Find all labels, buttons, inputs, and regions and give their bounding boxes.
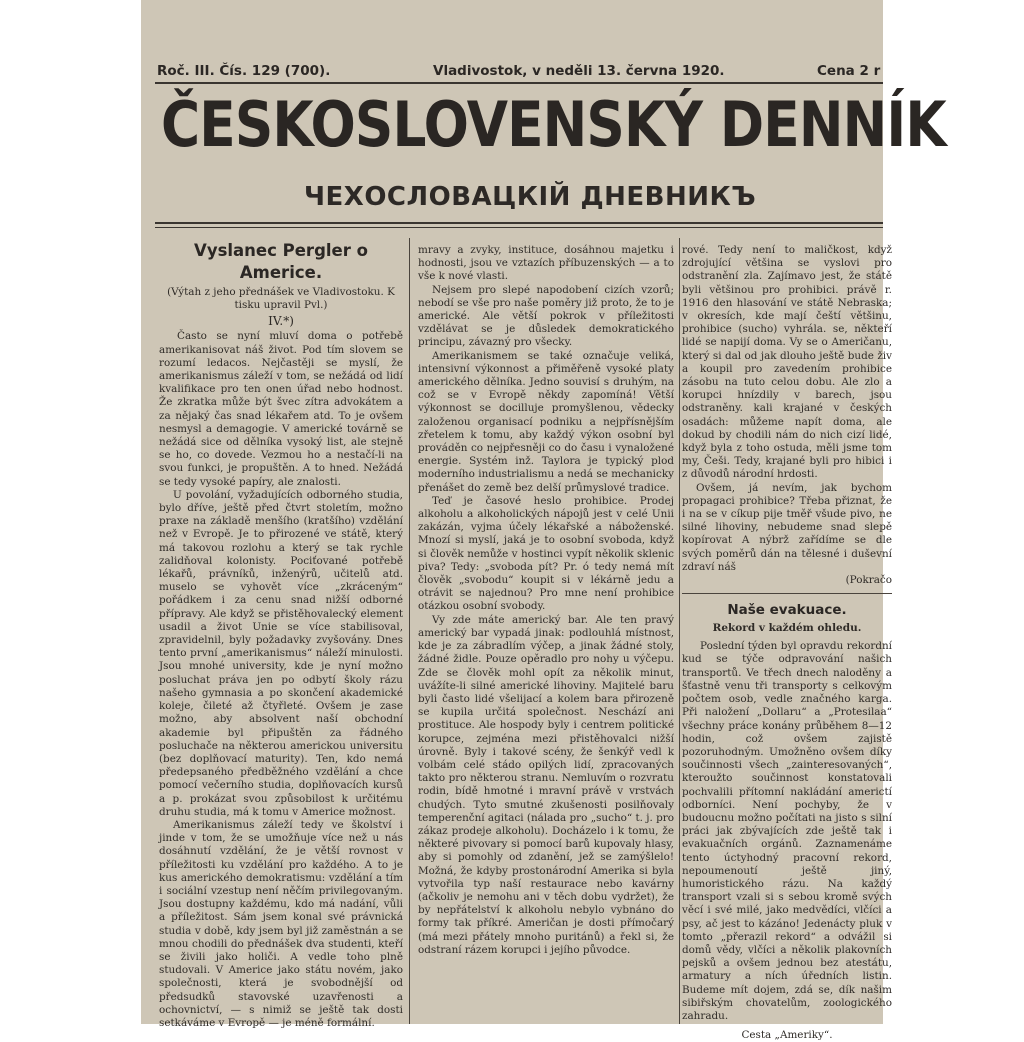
continuation-note: (Pokračo [845, 574, 892, 587]
column-3 [682, 244, 892, 1042]
paragraph: Ovšem, já nevím, jak bychom propagaci prohibice? Třeba přiznat, že i na se v cíkup pije tměř všude pivo, ne silné lihoviny, nebudeme snad slepě kopírovat A nýbrž zařídíme se dle svých poměrů dán na tělesné i duševní zdraví náš [682, 481, 892, 573]
title-rule-top [155, 222, 883, 224]
paragraph: Amerikanismem se také označuje veliká, intensivní výkonnost a přiměřeně vysoké platy amerického dělníka. Jedno souvisí s druhým, na což se v Evropě někdy zapomíná! Větší výkonnost se docilluje promyšlenou, vědecky založenou organisací podniku a nejpřísnějším zřetelem k tomu, aby každý výkon osobní byl prováděn co nejpřesněji co do času i vynaložené energie. Systém inž. Taylora je typický plod moderního industrialismu a nedá se mechanicky přenášet do země bez delší průmyslové tradice. [418, 349, 674, 494]
paragraph: U povolání, vyžadujících odborného studia, bylo dříve, ještě před čtvrt stoletím, možno praxe na základě menšího (kratšího) vzdělání než v Evropě. Je to přirozené ve státě, který má takovou rozlohu a který se tak rychle zalidňoval kolonisty. Pociťované potřebě lékařů, právníků, inženýrů, učitelů atd. muselo se vyhovět více „zkráceným“ pořádkem i za cenu snad nižší odborné přípravy. Ale když se přistěhovalecký element usadil a život Unie se více stabilisoval, zpravidelnil, byly požadavky zvyšovány. Dnes tento první „amerikanismus“ náleží minulosti. Jsou mnohé university, kde je nyní možno posluchat práva jen po odbytí školy rázu našeho gymnasia a po skončení akademické koleje, čileté až čtyřleté. Ovšem je zase možno, aby absolvent naší obchodní akademie byl připuštěn za řádného posluchače na některou americkou universitu (bez doplňovací maturity). Ten, kdo nemá předepsaného předběžného vzdělání a chce pomocí večerního studia, doplňovacích kursů a p. prokázat svou způsobilost k určitému druhu studia, má k tomu v Americe možnost. [159, 488, 403, 818]
column-divider [679, 238, 680, 1024]
paragraph: rové. Tedy není to maličkost, když zdrojující většina se vyslovi pro odstranění zla. Zajímavo jest, že státě byli většinou pro prohibici. právě r. 1916 den hlasování ve státě Nebraska; v okresích, kde mají čeští většinu, prohibice (sucho) vyhrála. se, někteří lidé se napijí doma. Vy se o Američanu, který si dal od jak dlouho ještě bude živ a koupil pro zavedením prohibice zásobu na tuto celou dobu. Ale zlo a korupci hnízdily v barech, jsou odstraněny. kali krajané v českých osadách: můžeme napít doma, ale dokud by chodili nám do nich cizí lidé, když byla z toho ostuda, měli jsme tom my, Češi. Tedy, krajané byli pro hibici i z důvodů národní hrdosti. [682, 244, 892, 481]
paragraph: Poslední týden byl opravdu rekordní kud se týče odpravování našich transportů. Ve třech dnech naloděny a šťastně venu tři transporty s celkovým počtem osob, vedle značného karga. Při naložení „Dollaru“ a „Protesilaa“ všechny práce konány průběhem 8—12 hodin, což ovšem zajistě pozoruhodným. Umožněno ovšem díky součinnosti všech „zainteresovaných“, kteroužto součinnost konstatovali pochvalili přítomní nakládání americtí odborníci. Není pochyby, že v budoucnu možno počítati na jisto s silní práci jak zbývajících zde ještě tak i evakuačních orgánů. Zaznamenáme tento úctyhodný pracovní rekord, nepoumenoutí ještě jiný, humoristického rázu. Na každý transport vzali si s sebou kromě svých věcí i své milé, jako medvědíci, vlčíci a psy, ač jest to kázáno! Jedenácty pluk v tomto „přerazil rekord“ a odvážil si domů vědy, vlčíci a několik plakovních pejsků a ovšem jednou bez atestátu, armatury a ních úředních listin. Budeme mít dojem, zdá se, dík našim sibiřským chovatelům, zoologického zahradu. [682, 640, 892, 1022]
article-headline: Naše evakuace. [727, 602, 847, 619]
newspaper-title: ČESKOSLOVENSKÝ DENNÍK [161, 88, 946, 161]
article-section-number: IV.*) [268, 314, 294, 329]
newspaper-page [141, 0, 946, 1042]
column-divider [409, 238, 410, 1024]
column-2 [418, 244, 674, 1034]
article-divider [682, 593, 892, 594]
paragraph: mravy a zvyky, instituce, dosáhnou majetku i hodnosti, jsou ve vztazích příbuzenských — a to vše k nové vlasti. [418, 244, 674, 283]
paragraph: Vy zde máte americký bar. Ale ten pravý americký bar vypadá jinak: podlouhlá místnost, kde je za zábradlím výčep, a jinak žádné stoly, žádné židle. Pouze opěradlo pro nohy u výčepu. Zde se člověk mohl opít za několik minut, uvážíte-li silné americké lihoviny. Majitelé baru byli často lidé všelijací a kolem bara přirozeně se kupila určitá společnost. Neschází ani prostituce. Ale hospody byly i centrem politické korupce, zejména mezi přistěhovalci nižší úrovně. Byly i takové scény, že šenkýř vedl k volbám celé stádo opilých lidí, zpracovaných takto pro některou stranu. Nemluvím o rozvratu rodin, bídě hmotné i mravní právě v vrstvách chudých. Tyto smutné zkušenosti posilňovaly temperenční agitaci (nálada pro „sucho“ t. j. pro zákaz prodeje alkoholu). Docházelo i k tomu, že některé pivovary si pomocí barů kupovaly hlasy, aby si pomohly od zdanění, jež se zamýšlelo! Možná, že kdyby prostonárodní Amerika si byla vytvořila typ naší restaurace nebo kavárny (ačkoliv je nemohu ani v těch dobu vydržet), že by nepřátelství k alkoholu nebylo vybnáno do formy tak příkré. Američan je dosti přímočarý (má mezi přátely mnoho puritánů) a řekl si, že odstraní rázem korupci i jejího původce. [418, 613, 674, 956]
article-subhead: (Výtah z jeho přednášek ve Vladivostoku. K tisku upravil Pvl.) [167, 286, 395, 312]
paragraph: Nejsem pro slepé napodobení cizích vzorů; nebodí se vše pro naše poměry již proto, že to je americké. Ale větší pokrok v příležitosti vzdělávat se je důsledek demokratického principu, závazný pro všecky. [418, 283, 674, 349]
article-signoff: Cesta „Ameriky“. [741, 1029, 833, 1042]
article-headline: Vyslanec Pergler o Americe. [194, 241, 368, 282]
paragraph: Často se nyní mluví doma o potřebě amerikanisovat náš život. Pod tím slovem se rozumí ledacos. Nejčastěji se myslí, že amerikanismus záleží v tom, se nežádá od lidí kvalifikace pro ten onen úřad nebo hodnost. Že zkratka může být švec zítra advokátem a za nějaký čas snad lékařem atd. To je ovšem nesmysl a demagogie. V americké továrně se nežádá sice od dělníka vysoký list, ale stejně se ho, co dovede. Vezmou ho a nestačí-li na svou funkci, je propuštěn. A to hned. Nežádá se tedy vysoké papíry, ale znalosti. [159, 330, 403, 488]
article-subhead: Rekord v každém ohledu. [712, 622, 862, 635]
issue-number: Roč. III. Čís. 129 (700). [157, 63, 331, 79]
dateline: Vladivostok, v neděli 13. června 1920. [433, 63, 725, 79]
masthead-rule [155, 82, 883, 84]
column-1 [159, 240, 403, 1030]
paragraph: Teď je časové heslo prohibice. Prodej alkoholu a alkoholických nápojů jest v celé Unii zakázán, vyjma účely lékařské a náboženské. Mnozí si myslí, jaká je to osobní svoboda, když si člověk nemůže v hostinci vypít několik sklenic piva? Tedy: „svoboda pít? Pr. ó tedy nemá mít člověk „svobodu“ koupit si v lékárně jedu a otrávit se najednou? Pro mne není prohibice otázkou osobní svobody. [418, 494, 674, 613]
masthead-row [141, 57, 883, 83]
paragraph: Amerikanismus záleží tedy ve školství i jinde v tom, že se umožňuje více než u nás dosáhnutí vzdělání, že je větší rovnost v příležitosti ku vzdělání pro každého. A to je kus amerického demokratismu: vzdělání a tím i sociální vzestup není něčím privilegovaným. Jsou dostupny každému, kdo má nadání, vůli a příležitost. Sám jsem konal své právnická studia v době, kdy jsem byl již zaměstnán a se mnou chodili do přednášek dva studenti, kteří se živili jako holiči. A vedle toho plně studovali. V Americe jako státu novém, jako společnosti, která je svobodnější od předsudků stavovské uzavřenosti a ochovnictví, — s nimiž se ještě tak dosti setkáváme v Evropě — je méně formální. [159, 818, 403, 1029]
newspaper-subtitle: ЧЕХОСЛОВАЦКIЙ ДНЕВНИКЪ [304, 182, 757, 212]
title-rule-bottom [155, 227, 883, 228]
price: Cena 2 r [817, 63, 881, 79]
